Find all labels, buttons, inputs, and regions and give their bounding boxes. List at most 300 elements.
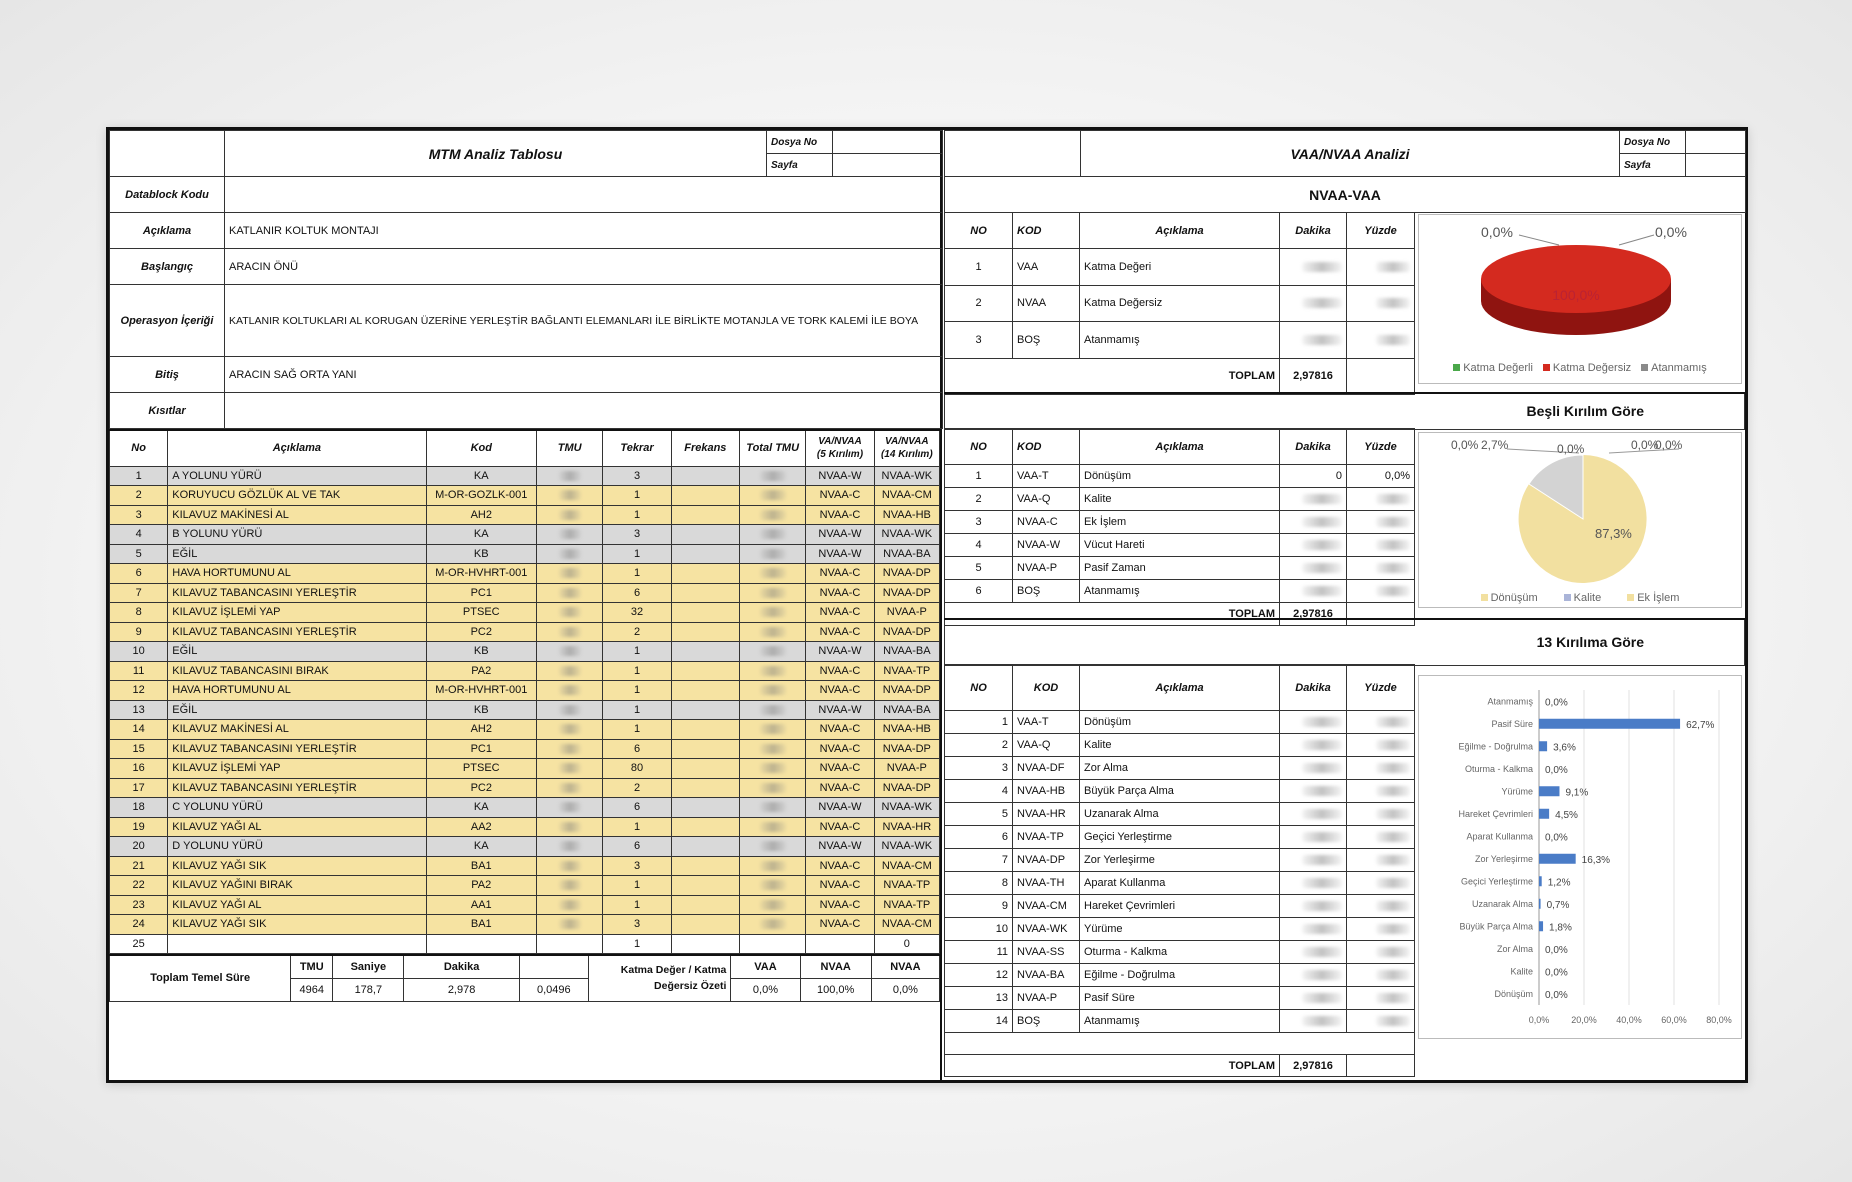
cell-no[interactable]: 11 — [110, 661, 168, 681]
cell-frekans[interactable] — [671, 798, 739, 818]
cell-va14[interactable]: NVAA-CM — [874, 486, 939, 506]
table-row[interactable] — [945, 803, 1415, 826]
cell-frekans[interactable] — [671, 720, 739, 740]
table-row[interactable] — [110, 622, 940, 642]
cell-aciklama[interactable] — [168, 934, 426, 954]
cell-tmu[interactable] — [537, 856, 603, 876]
table-row[interactable] — [945, 488, 1415, 511]
cell-va14[interactable]: NVAA-TP — [874, 876, 939, 896]
cell-kod[interactable]: KA — [426, 525, 537, 545]
cell-tekrar[interactable]: 1 — [603, 895, 671, 915]
table-row[interactable] — [110, 778, 940, 798]
cell-frekans[interactable] — [671, 876, 739, 896]
cell-tmu[interactable] — [537, 681, 603, 701]
cell-no[interactable]: 23 — [110, 895, 168, 915]
table-row[interactable] — [945, 711, 1415, 734]
cell-tekrar[interactable]: 1 — [603, 934, 671, 954]
cell-total-tmu[interactable] — [740, 934, 806, 954]
table-row[interactable] — [945, 285, 1415, 322]
cell-kod[interactable]: KB — [426, 642, 537, 662]
cell-frekans[interactable] — [671, 895, 739, 915]
cell-aciklama[interactable]: KILAVUZ TABANCASINI YERLEŞTİR — [168, 778, 426, 798]
cell-tmu[interactable] — [537, 837, 603, 857]
table-row[interactable] — [110, 583, 940, 603]
cell-tmu[interactable] — [537, 720, 603, 740]
table-row[interactable] — [945, 826, 1415, 849]
cell-total-tmu[interactable] — [740, 778, 806, 798]
cell-total-tmu[interactable] — [740, 798, 806, 818]
vaa-sayfa-field[interactable] — [1686, 154, 1746, 177]
cell-va14[interactable]: NVAA-WK — [874, 466, 939, 486]
cell-va5[interactable]: NVAA-W — [806, 544, 874, 564]
cell-kod[interactable]: M-OR-HVHRT-001 — [426, 564, 537, 584]
datablock-field[interactable] — [225, 177, 943, 213]
cell-total-tmu[interactable] — [740, 505, 806, 525]
cell-tmu[interactable] — [537, 759, 603, 779]
cell-tmu[interactable] — [537, 661, 603, 681]
cell-frekans[interactable] — [671, 778, 739, 798]
cell-va5[interactable]: NVAA-W — [806, 798, 874, 818]
cell-aciklama[interactable]: EĞİL — [168, 642, 426, 662]
cell-total-tmu[interactable] — [740, 622, 806, 642]
cell-frekans[interactable] — [671, 681, 739, 701]
cell-aciklama[interactable]: HAVA HORTUMUNU AL — [168, 681, 426, 701]
cell-aciklama[interactable]: KILAVUZ TABANCASINI YERLEŞTİR — [168, 583, 426, 603]
cell-va14[interactable]: NVAA-TP — [874, 661, 939, 681]
table-row[interactable] — [110, 720, 940, 740]
cell-total-tmu[interactable] — [740, 486, 806, 506]
baslangic-field[interactable]: ARACIN ÖNÜ — [225, 249, 943, 285]
operasyon-field[interactable]: KATLANIR KOLTUKLARI AL KORUGAN ÜZERİNE YERLEŞTİR BAĞLANTI ELEMANLARI İLE BİRLİKTE MOTANJLA VE TORK KALEMİ İLE BOYA — [225, 285, 943, 357]
cell-total-tmu[interactable] — [740, 525, 806, 545]
cell-no[interactable]: 2 — [110, 486, 168, 506]
cell-kod[interactable] — [426, 934, 537, 954]
cell-no[interactable]: 5 — [110, 544, 168, 564]
cell-tmu[interactable] — [537, 778, 603, 798]
cell-tekrar[interactable]: 6 — [603, 837, 671, 857]
cell-total-tmu[interactable] — [740, 837, 806, 857]
cell-kod[interactable]: AA2 — [426, 817, 537, 837]
cell-tmu[interactable] — [537, 622, 603, 642]
cell-total-tmu[interactable] — [740, 915, 806, 935]
cell-va5[interactable]: NVAA-C — [806, 856, 874, 876]
cell-kod[interactable]: PTSEC — [426, 603, 537, 623]
cell-tmu[interactable] — [537, 525, 603, 545]
cell-va5[interactable]: NVAA-C — [806, 622, 874, 642]
kisitlar-field[interactable] — [225, 393, 943, 429]
cell-frekans[interactable] — [671, 603, 739, 623]
cell-tekrar[interactable]: 1 — [603, 876, 671, 896]
cell-total-tmu[interactable] — [740, 642, 806, 662]
cell-tmu[interactable] — [537, 739, 603, 759]
cell-frekans[interactable] — [671, 505, 739, 525]
cell-va5[interactable]: NVAA-C — [806, 778, 874, 798]
t3-col-no: NO — [945, 665, 1013, 711]
cell-total-tmu[interactable] — [740, 661, 806, 681]
table-row[interactable] — [110, 525, 940, 545]
cell-total-tmu[interactable] — [740, 466, 806, 486]
cell-frekans[interactable] — [671, 700, 739, 720]
table-row[interactable] — [945, 580, 1415, 603]
cell-va14[interactable]: NVAA-HB — [874, 505, 939, 525]
cell-kod[interactable]: KA — [426, 466, 537, 486]
cell-aciklama[interactable]: HAVA HORTUMUNU AL — [168, 564, 426, 584]
cell-frekans[interactable] — [671, 837, 739, 857]
table-row[interactable] — [110, 915, 940, 935]
cell-frekans[interactable] — [671, 642, 739, 662]
cell-frekans[interactable] — [671, 525, 739, 545]
cell-kod[interactable]: AA1 — [426, 895, 537, 915]
cell-total-tmu[interactable] — [740, 681, 806, 701]
cell-no[interactable]: 13 — [110, 700, 168, 720]
cell-tekrar[interactable]: 1 — [603, 817, 671, 837]
cell-va14[interactable]: NVAA-P — [874, 759, 939, 779]
cell-aciklama[interactable]: KILAVUZ MAKİNESİ AL — [168, 505, 426, 525]
cell-frekans[interactable] — [671, 759, 739, 779]
cell-aciklama[interactable]: KILAVUZ TABANCASINI YERLEŞTİR — [168, 622, 426, 642]
cell-total-tmu[interactable] — [740, 583, 806, 603]
cell-no[interactable]: 21 — [110, 856, 168, 876]
cell-aciklama[interactable]: KILAVUZ YAĞI SIK — [168, 856, 426, 876]
cell-frekans[interactable] — [671, 856, 739, 876]
cell-tekrar[interactable]: 2 — [603, 778, 671, 798]
table-row[interactable] — [945, 987, 1415, 1010]
cell-aciklama[interactable]: KILAVUZ YAĞI AL — [168, 895, 426, 915]
cell-va14[interactable]: NVAA-WK — [874, 798, 939, 818]
cell-tekrar[interactable]: 6 — [603, 798, 671, 818]
cell-tmu[interactable] — [537, 583, 603, 603]
cell-kod[interactable]: PC1 — [426, 739, 537, 759]
cell-va5[interactable]: NVAA-W — [806, 466, 874, 486]
cell-total-tmu[interactable] — [740, 700, 806, 720]
cell-no[interactable]: 18 — [110, 798, 168, 818]
cell-total-tmu[interactable] — [740, 817, 806, 837]
cell-kod[interactable]: PC2 — [426, 778, 537, 798]
cell-no[interactable]: 17 — [110, 778, 168, 798]
cell-aciklama[interactable]: A YOLUNU YÜRÜ — [168, 466, 426, 486]
cell-va14[interactable]: NVAA-P — [874, 603, 939, 623]
cell-tmu[interactable] — [537, 895, 603, 915]
cell-frekans[interactable] — [671, 466, 739, 486]
cell-kod[interactable]: AH2 — [426, 505, 537, 525]
kisitlar-label: Kısıtlar — [110, 393, 225, 429]
cell-va5[interactable]: NVAA-C — [806, 817, 874, 837]
cell-kod[interactable]: BA1 — [426, 915, 537, 935]
table-row[interactable] — [945, 557, 1415, 580]
cell-kod[interactable]: PA2 — [426, 876, 537, 896]
cell-va14[interactable]: 0 — [874, 934, 939, 954]
cell-va14[interactable]: NVAA-DP — [874, 681, 939, 701]
cell-tekrar[interactable]: 1 — [603, 486, 671, 506]
cell-va5[interactable]: NVAA-W — [806, 642, 874, 662]
table-row[interactable] — [110, 817, 940, 837]
table-row[interactable] — [110, 681, 940, 701]
cell-va5[interactable]: NVAA-C — [806, 759, 874, 779]
cell-tekrar[interactable]: 1 — [603, 544, 671, 564]
cell-no[interactable]: 15 — [110, 739, 168, 759]
cell-va5[interactable]: NVAA-C — [806, 661, 874, 681]
cell-va5[interactable]: NVAA-W — [806, 700, 874, 720]
cell-tekrar[interactable]: 6 — [603, 739, 671, 759]
cell-va5[interactable]: NVAA-C — [806, 895, 874, 915]
table-row[interactable] — [110, 739, 940, 759]
cell-no[interactable]: 8 — [110, 603, 168, 623]
katma-label-line1: Katma Değer / Katma — [620, 964, 727, 977]
cell-aciklama[interactable]: EĞİL — [168, 544, 426, 564]
table-row[interactable] — [110, 544, 940, 564]
cell-va5[interactable]: NVAA-C — [806, 505, 874, 525]
cell-no[interactable]: 22 — [110, 876, 168, 896]
cell-yuzde — [1347, 780, 1415, 803]
redacted-value — [559, 588, 581, 598]
table-row[interactable] — [945, 249, 1415, 286]
dosya-no-field[interactable] — [833, 131, 943, 154]
cell-total-tmu[interactable] — [740, 739, 806, 759]
cell-no[interactable]: 12 — [110, 681, 168, 701]
table-row[interactable] — [945, 849, 1415, 872]
cell-kod[interactable]: M-OR-GOZLK-001 — [426, 486, 537, 506]
cell-tekrar[interactable]: 1 — [603, 564, 671, 584]
cell-kod[interactable]: KA — [426, 837, 537, 857]
cell-kod[interactable]: AH2 — [426, 720, 537, 740]
cell-no[interactable]: 14 — [110, 720, 168, 740]
cell-va14[interactable]: NVAA-TP — [874, 895, 939, 915]
cell-aciklama[interactable]: KILAVUZ TABANCASINI YERLEŞTİR — [168, 739, 426, 759]
cell-frekans[interactable] — [671, 622, 739, 642]
cell-tmu[interactable] — [537, 544, 603, 564]
cell-aciklama[interactable]: KORUYUCU GÖZLÜK AL VE TAK — [168, 486, 426, 506]
table-row[interactable] — [945, 1010, 1415, 1033]
cell-va5[interactable]: NVAA-C — [806, 915, 874, 935]
cell-no[interactable]: 19 — [110, 817, 168, 837]
cell-total-tmu[interactable] — [740, 544, 806, 564]
cell-kod[interactable]: KB — [426, 544, 537, 564]
table-row[interactable] — [110, 759, 940, 779]
cell-va5[interactable]: NVAA-C — [806, 739, 874, 759]
cell-tekrar[interactable]: 6 — [603, 583, 671, 603]
cell-va5[interactable]: NVAA-C — [806, 564, 874, 584]
cell-tmu[interactable] — [537, 700, 603, 720]
cell-va14[interactable]: NVAA-BA — [874, 642, 939, 662]
cell-aciklama[interactable]: B YOLUNU YÜRÜ — [168, 525, 426, 545]
legend-katma-degerli: Katma Değerli — [1453, 362, 1533, 374]
aciklama-field[interactable]: KATLANIR KOLTUK MONTAJI — [225, 213, 943, 249]
cell-tmu[interactable] — [537, 798, 603, 818]
table-row[interactable] — [945, 465, 1415, 488]
cell-no[interactable]: 7 — [110, 583, 168, 603]
cell-tmu[interactable] — [537, 915, 603, 935]
cell-va14[interactable]: NVAA-DP — [874, 564, 939, 584]
cell-no[interactable]: 3 — [110, 505, 168, 525]
cell-no[interactable]: 6 — [110, 564, 168, 584]
cell-frekans[interactable] — [671, 817, 739, 837]
cell-va14[interactable]: NVAA-WK — [874, 525, 939, 545]
cell-va5[interactable]: NVAA-C — [806, 720, 874, 740]
table-row[interactable] — [945, 322, 1415, 359]
cell-tekrar[interactable]: 1 — [603, 700, 671, 720]
cell-frekans[interactable] — [671, 544, 739, 564]
cell-no[interactable]: 10 — [110, 642, 168, 662]
cell-no[interactable]: 24 — [110, 915, 168, 935]
cell-tekrar[interactable]: 1 — [603, 505, 671, 525]
cell-va5[interactable]: NVAA-W — [806, 525, 874, 545]
vaa-dosya-no-field[interactable] — [1686, 131, 1746, 154]
cell-total-tmu[interactable] — [740, 720, 806, 740]
cell-tekrar[interactable]: 1 — [603, 681, 671, 701]
cell-va14[interactable]: NVAA-CM — [874, 915, 939, 935]
cell-va14[interactable]: NVAA-DP — [874, 622, 939, 642]
cell-tekrar[interactable]: 3 — [603, 466, 671, 486]
table-row[interactable] — [110, 564, 940, 584]
cell-kod[interactable]: KA — [426, 798, 537, 818]
cell-tekrar[interactable]: 3 — [603, 856, 671, 876]
cell-va14[interactable]: NVAA-HR — [874, 817, 939, 837]
cell-no[interactable]: 1 — [110, 466, 168, 486]
cell-aciklama[interactable]: EĞİL — [168, 700, 426, 720]
cell-frekans[interactable] — [671, 739, 739, 759]
table-row[interactable] — [110, 856, 940, 876]
table-row[interactable] — [945, 964, 1415, 987]
cell-tmu[interactable] — [537, 817, 603, 837]
legend-kalite: Kalite — [1564, 592, 1602, 604]
cell-va5[interactable]: NVAA-W — [806, 837, 874, 857]
cell-tekrar[interactable]: 80 — [603, 759, 671, 779]
cell-total-tmu[interactable] — [740, 564, 806, 584]
table-row[interactable] — [110, 642, 940, 662]
sayfa-field[interactable] — [833, 154, 943, 177]
cell-aciklama[interactable]: KILAVUZ YAĞI AL — [168, 817, 426, 837]
cell-total-tmu[interactable] — [740, 603, 806, 623]
redacted-value — [760, 919, 786, 929]
cell-no[interactable]: 4 — [110, 525, 168, 545]
cell-frekans[interactable] — [671, 564, 739, 584]
cell-total-tmu[interactable] — [740, 856, 806, 876]
cell-total-tmu[interactable] — [740, 876, 806, 896]
redacted-value — [559, 744, 581, 754]
table-row[interactable] — [945, 534, 1415, 557]
cell-no[interactable]: 25 — [110, 934, 168, 954]
table-row[interactable] — [945, 918, 1415, 941]
cell-va14[interactable]: NVAA-HB — [874, 720, 939, 740]
cell-kod[interactable]: PA2 — [426, 661, 537, 681]
cell-aciklama[interactable]: KILAVUZ YAĞI SIK — [168, 915, 426, 935]
table-row[interactable] — [110, 895, 940, 915]
cell-aciklama[interactable]: KILAVUZ İŞLEMİ YAP — [168, 759, 426, 779]
cell-no[interactable]: 16 — [110, 759, 168, 779]
table-row[interactable] — [110, 837, 940, 857]
cell-tmu[interactable] — [537, 642, 603, 662]
cell-aciklama[interactable]: KILAVUZ İŞLEMİ YAP — [168, 603, 426, 623]
table-row[interactable] — [110, 486, 940, 506]
redacted-value — [760, 822, 786, 832]
table-row[interactable] — [945, 511, 1415, 534]
cell-tekrar[interactable]: 1 — [603, 642, 671, 662]
cell-va5[interactable] — [806, 934, 874, 954]
cell-va14[interactable]: NVAA-DP — [874, 739, 939, 759]
table-row[interactable] — [110, 603, 940, 623]
cell-va14[interactable]: NVAA-CM — [874, 856, 939, 876]
table-row[interactable] — [110, 798, 940, 818]
redacted-value — [1302, 878, 1342, 888]
cell-kod[interactable]: BA1 — [426, 856, 537, 876]
cell-kod[interactable]: PC1 — [426, 583, 537, 603]
cell-va5[interactable]: NVAA-C — [806, 603, 874, 623]
cell-va14[interactable]: NVAA-DP — [874, 778, 939, 798]
cell-frekans[interactable] — [671, 934, 739, 954]
cell-va5[interactable]: NVAA-C — [806, 681, 874, 701]
cell-tmu[interactable] — [537, 876, 603, 896]
cell-total-tmu[interactable] — [740, 759, 806, 779]
cell-tekrar[interactable]: 2 — [603, 622, 671, 642]
table-row[interactable] — [110, 466, 940, 486]
cell-tmu[interactable] — [537, 486, 603, 506]
table-row[interactable] — [945, 872, 1415, 895]
cell-aciklama[interactable]: KILAVUZ MAKİNESİ AL — [168, 720, 426, 740]
cell-va14[interactable]: NVAA-BA — [874, 700, 939, 720]
table-row[interactable] — [110, 700, 940, 720]
cell-va5[interactable]: NVAA-C — [806, 583, 874, 603]
table-row[interactable] — [945, 757, 1415, 780]
table-row[interactable] — [110, 876, 940, 896]
header-empty-cell — [110, 131, 225, 177]
table-row[interactable] — [110, 505, 940, 525]
redacted-value — [559, 822, 581, 832]
cell-aciklama[interactable]: KILAVUZ YAĞINI BIRAK — [168, 876, 426, 896]
cell-total-tmu[interactable] — [740, 895, 806, 915]
cell-frekans[interactable] — [671, 915, 739, 935]
cell-frekans[interactable] — [671, 661, 739, 681]
table-row[interactable] — [110, 934, 940, 954]
cell-dakika — [1280, 249, 1347, 286]
cell-kod: BOŞ — [1013, 580, 1080, 603]
cell-tekrar[interactable]: 3 — [603, 915, 671, 935]
cell-yuzde — [1347, 734, 1415, 757]
cell-va5[interactable]: NVAA-C — [806, 486, 874, 506]
table-row[interactable] — [945, 895, 1415, 918]
cell-tekrar[interactable]: 3 — [603, 525, 671, 545]
table-row[interactable] — [945, 941, 1415, 964]
redacted-value — [1302, 855, 1342, 865]
cell-kod[interactable]: PTSEC — [426, 759, 537, 779]
cell-va14[interactable]: NVAA-DP — [874, 583, 939, 603]
cell-tekrar[interactable]: 1 — [603, 661, 671, 681]
cell-tmu[interactable] — [537, 603, 603, 623]
cell-tmu[interactable] — [537, 934, 603, 954]
cell-no[interactable]: 20 — [110, 837, 168, 857]
cell-tmu[interactable] — [537, 466, 603, 486]
table-row[interactable] — [945, 780, 1415, 803]
cell-aciklama[interactable]: KILAVUZ TABANCASINI BIRAK — [168, 661, 426, 681]
cell-kod[interactable]: PC2 — [426, 622, 537, 642]
cell-no[interactable]: 9 — [110, 622, 168, 642]
table-row[interactable] — [110, 661, 940, 681]
cell-tekrar[interactable]: 1 — [603, 720, 671, 740]
cell-tmu[interactable] — [537, 505, 603, 525]
cell-tekrar[interactable]: 32 — [603, 603, 671, 623]
cell-va14[interactable]: NVAA-WK — [874, 837, 939, 857]
cell-aciklama[interactable]: D YOLUNU YÜRÜ — [168, 837, 426, 857]
cell-va5[interactable]: NVAA-C — [806, 876, 874, 896]
cell-frekans[interactable] — [671, 486, 739, 506]
cell-kod[interactable]: M-OR-HVHRT-001 — [426, 681, 537, 701]
cell-tmu[interactable] — [537, 564, 603, 584]
bitis-field[interactable]: ARACIN SAĞ ORTA YANI — [225, 357, 943, 393]
table-row[interactable] — [945, 734, 1415, 757]
cell-frekans[interactable] — [671, 583, 739, 603]
cell-kod[interactable]: KB — [426, 700, 537, 720]
cell-aciklama[interactable]: C YOLUNU YÜRÜ — [168, 798, 426, 818]
cell-va14[interactable]: NVAA-BA — [874, 544, 939, 564]
